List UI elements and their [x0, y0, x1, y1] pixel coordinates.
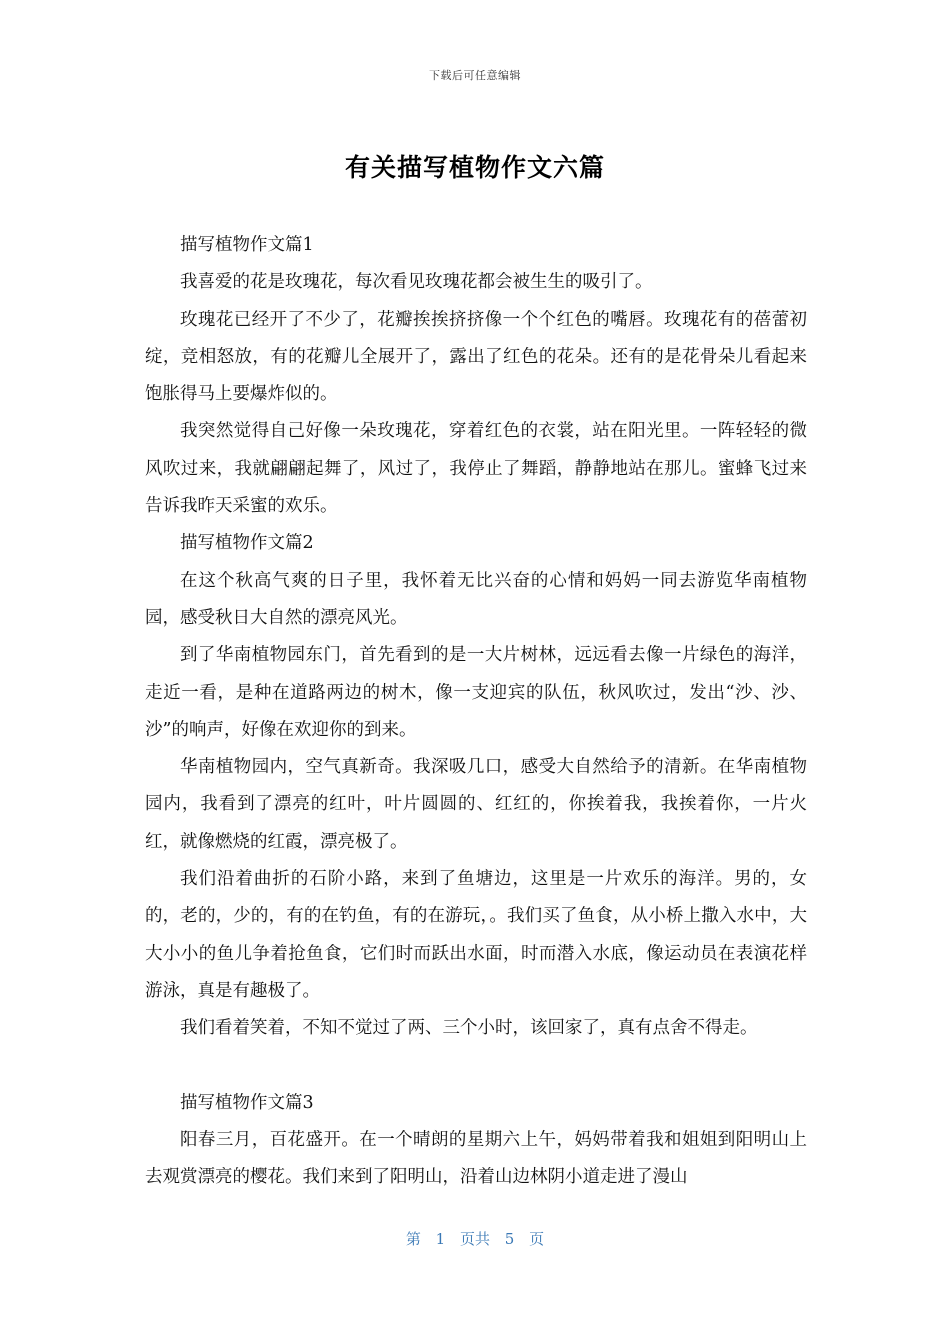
- page-footer: [0, 1228, 950, 1249]
- paragraph: 到了华南植物园东门，首先看到的是一大片树林，远远看去像一片绿色的海洋，走近一看，是种在道路两边的树木，像一支迎宾的队伍，秋风吹过，发出“沙、沙、沙”的响声，好像在欢迎你的到来。: [145, 645, 807, 740]
- paragraph: 在这个秋高气爽的日子里，我怀着无比兴奋的心情和妈妈一同去游览华南植物园，感受秋日大自然的漂亮风光。: [145, 570, 807, 628]
- paragraph: 华南植物园内，空气真新奇。我深吸几口，感受大自然给予的清新。在华南植物园内，我看到了漂亮的红叶，叶片圆圆的、红红的，你挨着我，我挨着你，一片火红，就像燃烧的红霞，漂亮极了。: [145, 757, 807, 852]
- section-heading: 描写植物作文篇2: [180, 533, 314, 554]
- paragraph: 我突然觉得自己好像一朵玫瑰花，穿着红色的衣裳，站在阳光里。一阵轻轻的微风吹过来，我就翩翩起舞了，风过了，我停止了舞蹈，静静地站在那儿。蜜蜂飞过来告诉我昨天采蜜的欢乐。: [145, 421, 807, 517]
- section-heading: 描写植物作文篇3: [180, 1092, 314, 1113]
- page-label: 页共: [459, 1230, 490, 1248]
- paragraph: 玫瑰花已经开了不少了，花瓣挨挨挤挤像一个个红色的嘴唇。玫瑰花有的蓓蕾初绽，竞相怒放，有的花瓣儿全展开了，露出了红色的花朵。还有的是花骨朵儿看起来饱胀得马上要爆炸似的。: [145, 309, 807, 405]
- document-title: 有关描写植物作文六篇: [344, 153, 605, 182]
- page-label: 第: [405, 1230, 421, 1248]
- paragraph: 我喜爱的花是玫瑰花，每次看见玫瑰花都会被生生的吸引了。: [180, 272, 653, 293]
- paragraph: 我们沿着曲折的石阶小路，来到了鱼塘边，这里是一片欢乐的海洋。男的，女的，老的，少的，有的在钓鱼，有的在游玩，。我们买了鱼食，从小桥上撒入水中，大大小小的鱼儿争着抢鱼食，它们时而跃出水面，时而潜入水底，像运动员在表演花样游泳，真是有趣极了。: [145, 869, 807, 1001]
- page-total-number: 5: [504, 1230, 515, 1248]
- section-heading: 描写植物作文篇1: [180, 235, 314, 255]
- page-current-number: 1: [435, 1230, 446, 1248]
- paragraph: 我们看着笑着，不知不觉过了两、三个小时，该回家了，真有点舍不得走。: [180, 1018, 758, 1039]
- paragraph: 阳春三月，百花盛开。在一个晴朗的星期六上午，妈妈带着我和姐姐到阳明山上去观赏漂亮的樱花。我们来到了阳明山，沿着山边林阴小道走进了漫山: [145, 1130, 807, 1188]
- document-body: [145, 227, 807, 1197]
- page-label: 页: [529, 1230, 545, 1248]
- header-note: 下载后可任意编辑: [429, 69, 521, 82]
- blank-line: [145, 1048, 807, 1085]
